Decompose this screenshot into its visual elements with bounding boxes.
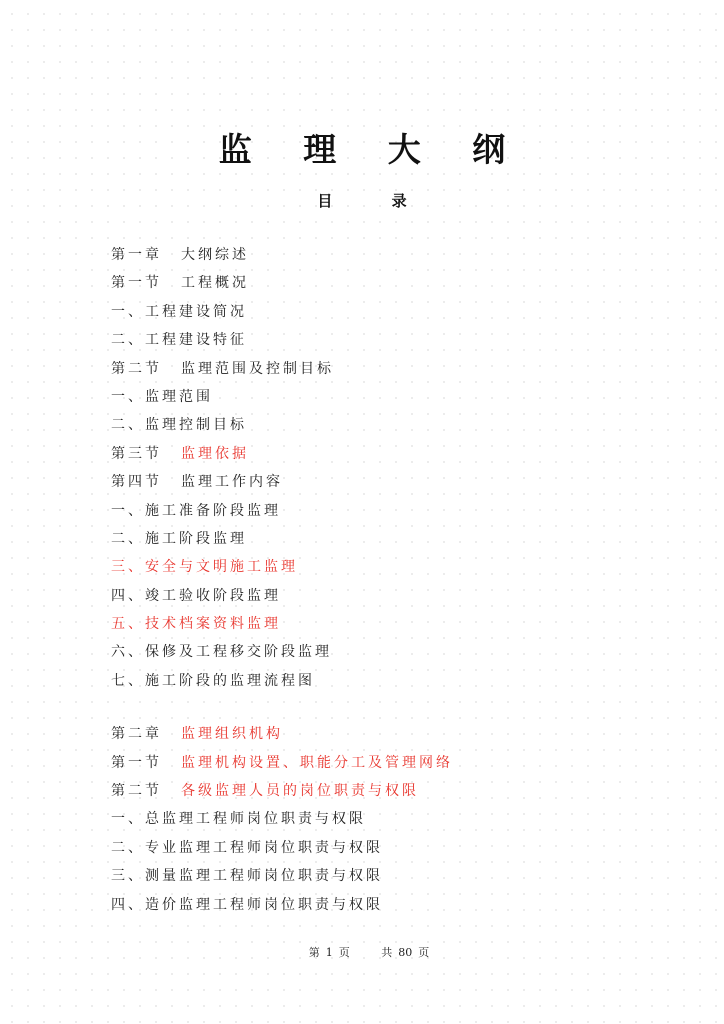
toc-entry[interactable] [111, 298, 631, 326]
document-title: 监 理 大 纲 [218, 130, 526, 169]
toc-entry[interactable] [111, 834, 631, 862]
toc-text: 造价监理工程师岗位职责与权限 [145, 896, 383, 913]
toc-text: 工程概况 [181, 275, 249, 292]
toc-text: 总监理工程师岗位职责与权限 [145, 811, 366, 828]
toc-entry[interactable] [111, 440, 631, 468]
toc-entry[interactable] [111, 497, 631, 525]
toc-entry[interactable] [111, 610, 631, 638]
toc-text: 测量监理工程师岗位职责与权限 [145, 868, 383, 885]
toc-number: 二、 [111, 332, 145, 349]
toc-number: 第二章 [111, 726, 162, 743]
toc-text: 保修及工程移交阶段监理 [145, 644, 332, 661]
toc-number: 三、 [111, 868, 145, 885]
toc-entry[interactable] [111, 749, 631, 777]
toc-entry[interactable] [111, 667, 631, 695]
toc-text: 监理范围及控制目标 [181, 360, 334, 377]
toc-number: 第四节 [111, 474, 162, 491]
toc-entry[interactable] [111, 241, 631, 269]
toc-number: 一、 [111, 502, 145, 519]
toc-text: 安全与文明施工监理 [145, 559, 298, 576]
toc-text: 监理范围 [145, 388, 213, 405]
toc-text: 各级监理人员的岗位职责与权限 [181, 783, 419, 800]
table-of-contents [111, 241, 631, 919]
toc-entry[interactable] [111, 355, 631, 383]
toc-number: 第一章 [111, 247, 162, 263]
toc-text: 施工阶段的监理流程图 [145, 672, 315, 689]
page-footer [0, 944, 724, 960]
toc-entry[interactable] [111, 582, 631, 610]
toc-entry[interactable] [111, 720, 631, 748]
toc-entry[interactable] [111, 269, 631, 297]
toc-entry[interactable] [111, 862, 631, 890]
toc-number: 五、 [111, 616, 145, 633]
toc-text: 监理控制目标 [145, 417, 247, 434]
toc-number: 第一节 [111, 754, 162, 771]
toc-entry[interactable] [111, 383, 631, 411]
toc-entry[interactable] [111, 805, 631, 833]
toc-number: 四、 [111, 587, 145, 604]
toc-text: 监理依据 [181, 445, 249, 462]
toc-number: 六、 [111, 644, 145, 661]
toc-text: 大纲综述 [181, 247, 249, 263]
toc-heading: 目 录 [317, 192, 434, 210]
toc-text: 监理工作内容 [181, 474, 283, 491]
toc-number: 二、 [111, 417, 145, 434]
toc-number: 一、 [111, 303, 145, 320]
total-pages: 80 [398, 946, 413, 959]
toc-number: 第二节 [111, 360, 162, 377]
toc-text: 施工阶段监理 [145, 530, 247, 547]
toc-number: 一、 [111, 388, 145, 405]
page-number: 1 [325, 946, 333, 959]
toc-text: 工程建设简况 [145, 303, 247, 320]
toc-number: 二、 [111, 530, 145, 547]
toc-text: 专业监理工程师岗位职责与权限 [145, 839, 383, 856]
footer-total-unit: 页 [418, 946, 430, 959]
toc-entry[interactable] [111, 553, 631, 581]
toc-entry[interactable] [111, 411, 631, 439]
toc-number: 第三节 [111, 445, 162, 462]
toc-text: 监理机构设置、职能分工及管理网络 [181, 754, 453, 771]
toc-text: 施工准备阶段监理 [145, 502, 281, 519]
toc-text: 技术档案资料监理 [145, 616, 281, 633]
toc-entry[interactable] [111, 638, 631, 666]
toc-number: 七、 [111, 672, 145, 689]
footer-prefix: 第 [308, 946, 320, 959]
toc-text: 工程建设特征 [145, 332, 247, 349]
toc-number: 二、 [111, 839, 145, 856]
toc-number: 第二节 [111, 783, 162, 800]
toc-number: 第一节 [111, 275, 162, 292]
footer-total-prefix: 共 [381, 946, 393, 959]
toc-number: 四、 [111, 896, 145, 913]
toc-entry[interactable] [111, 777, 631, 805]
toc-text: 监理组织机构 [181, 726, 283, 743]
toc-entry[interactable] [111, 468, 631, 496]
toc-number: 三、 [111, 559, 145, 576]
toc-entry[interactable] [111, 891, 631, 919]
toc-text: 竣工验收阶段监理 [145, 587, 281, 604]
toc-number: 一、 [111, 811, 145, 828]
toc-entry[interactable] [111, 525, 631, 553]
footer-page-unit: 页 [338, 946, 350, 959]
toc-entry[interactable] [111, 326, 631, 354]
